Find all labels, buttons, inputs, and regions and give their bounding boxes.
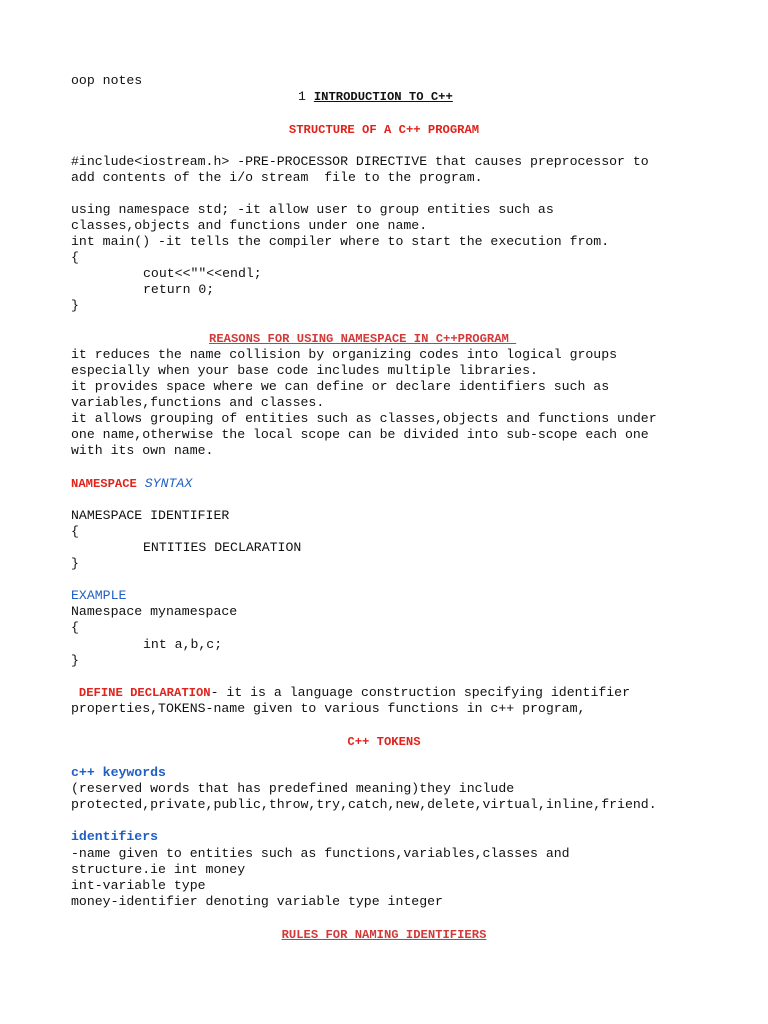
structure-line: classes,objects and functions under one name. xyxy=(71,218,428,233)
define-line-2: properties,TOKENS-name given to various functions in c++ program, xyxy=(71,701,586,716)
structure-line: using namespace std; -it allow user to group entities such as xyxy=(71,202,554,217)
structure-line: #include<iostream.h> -PRE-PROCESSOR DIRECTIVE that causes preprocessor to xyxy=(71,154,649,169)
syntax-brace-open: { xyxy=(71,524,79,539)
namespace-label: NAMESPACE xyxy=(71,477,137,491)
structure-line: add contents of the i/o stream file to the program. xyxy=(71,170,483,185)
code-brace-open: { xyxy=(71,250,79,265)
syntax-line: NAMESPACE IDENTIFIER xyxy=(71,508,230,523)
define-line xyxy=(71,685,630,701)
example-line: Namespace mynamespace xyxy=(71,604,238,619)
reasons-line: it allows grouping of entities such as classes,objects and functions under xyxy=(71,411,657,426)
keywords-line: protected,private,public,throw,try,catch,new,delete,virtual,inline,friend. xyxy=(71,797,657,812)
example-brace-close: } xyxy=(71,653,79,668)
example-label: EXAMPLE xyxy=(71,588,127,603)
identifiers-line: -name given to entities such as functions,variables,classes and xyxy=(71,846,570,861)
syntax-entities-line: ENTITIES DECLARATION xyxy=(143,540,302,555)
keywords-line: (reserved words that has predefined meaning)they include xyxy=(71,781,515,796)
tokens-heading: C++ TOKENS xyxy=(347,735,421,749)
code-return-line: return 0; xyxy=(143,282,215,297)
syntax-brace-close: } xyxy=(71,556,79,571)
define-rest: - it is a language construction specifying identifier xyxy=(210,685,631,700)
reasons-line: one name,otherwise the local scope can be divided into sub-scope each one xyxy=(71,427,649,442)
keywords-label: c++ keywords xyxy=(71,765,166,780)
identifiers-label: identifiers xyxy=(71,829,159,844)
reasons-heading: REASONS FOR USING NAMESPACE IN C++PROGRAM xyxy=(209,332,517,346)
rules-heading: RULES FOR NAMING IDENTIFIERS xyxy=(281,928,487,942)
code-cout-line: cout<<""<<endl; xyxy=(143,266,262,281)
identifiers-line: money-identifier denoting variable type integer xyxy=(71,894,443,909)
reasons-line: with its own name. xyxy=(71,443,214,458)
chapter-title: INTRODUCTION TO C++ xyxy=(313,90,453,104)
syntax-label: SYNTAX xyxy=(144,476,193,491)
reasons-line: it provides space where we can define or declare identifiers such as xyxy=(71,379,610,394)
reasons-line: variables,functions and classes. xyxy=(71,395,325,410)
code-brace-close: } xyxy=(71,298,79,313)
example-int-line: int a,b,c; xyxy=(143,637,223,652)
identifiers-line: int-variable type xyxy=(71,878,206,893)
identifiers-line: structure.ie int money xyxy=(71,862,246,877)
example-brace-open: { xyxy=(71,620,79,635)
reasons-line: especially when your base code includes multiple libraries. xyxy=(71,363,538,378)
structure-line: int main() -it tells the compiler where to start the execution from. xyxy=(71,234,610,249)
namespace-syntax-heading xyxy=(71,476,192,492)
chapter-number: 1 xyxy=(298,89,306,104)
chapter-heading xyxy=(298,89,453,105)
structure-heading: STRUCTURE OF A C++ PROGRAM xyxy=(288,123,480,137)
reasons-line: it reduces the name collision by organizing codes into logical groups xyxy=(71,347,618,362)
define-label: DEFINE DECLARATION xyxy=(78,686,211,700)
doc-label: oop notes xyxy=(71,73,143,88)
